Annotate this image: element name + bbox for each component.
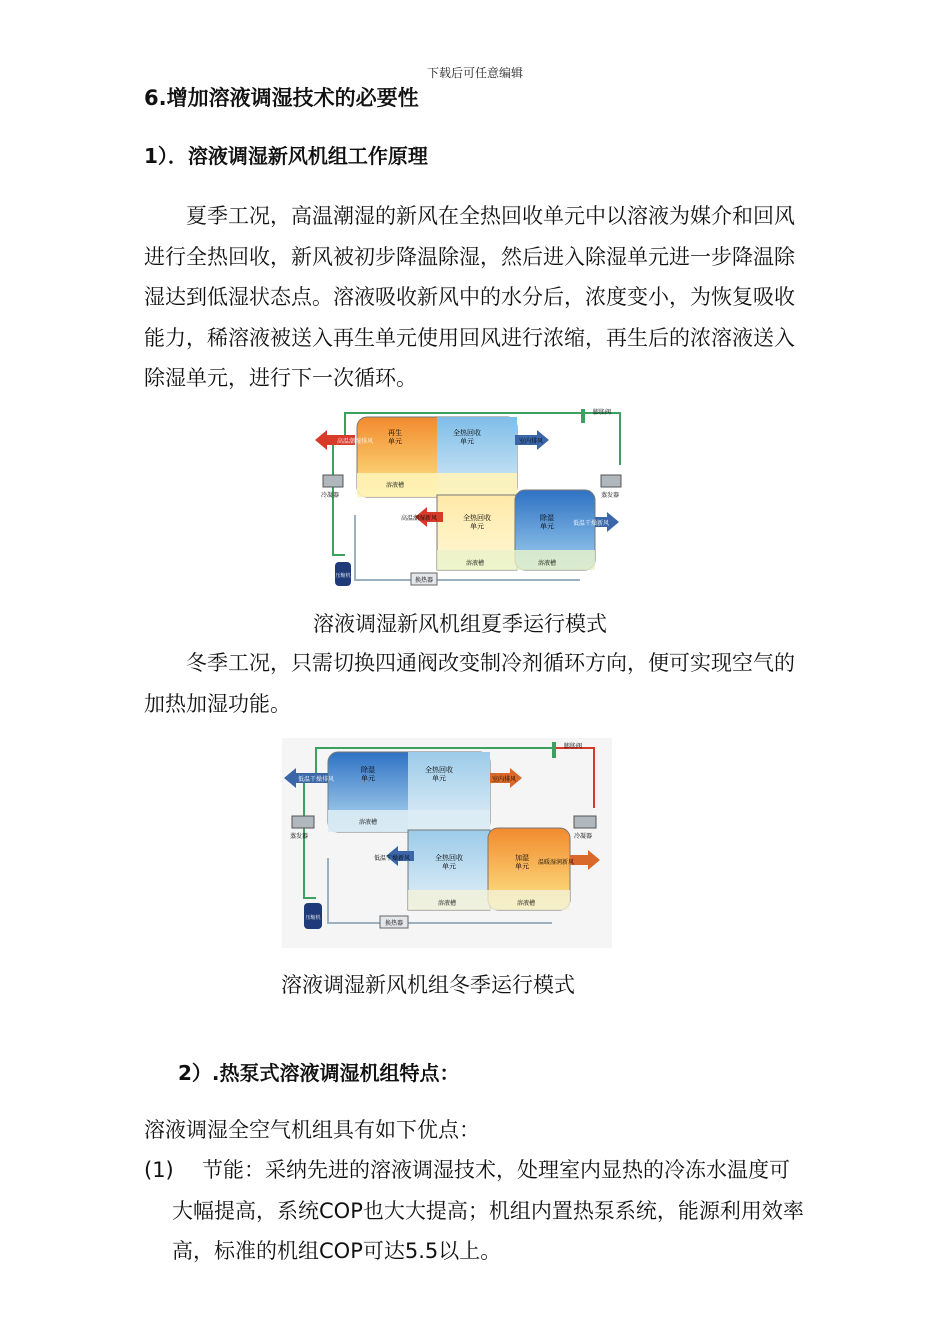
summer-diagram: [315, 405, 635, 595]
summer-label-indoor-exhaust: 室内排风: [519, 438, 544, 445]
winter-caption: 溶液调湿新风机组冬季运行模式: [281, 973, 575, 997]
winter-label-heat-recovery-top: 全热回收单元: [425, 766, 453, 783]
advantage-item-1: [144, 1150, 809, 1272]
subsection-title-2: 2）.热泵式溶液调湿机组特点：: [178, 1061, 460, 1085]
section-title: 6.增加溶液调湿技术的必要性: [144, 86, 419, 110]
advantage-text: 节能：采纳先进的溶液调湿技术，处理室内显热的冷冻水温度可大幅提高，系统COP也大大提高；机组内置热泵系统，能源利用效率高，标准的机组COP可达5.5以上。: [172, 1158, 804, 1263]
summer-caption: 溶液调湿新风机组夏季运行模式: [313, 612, 607, 636]
winter-label-heat-recovery-bottom: 全热回收单元: [435, 854, 463, 871]
winter-label-heat-exchanger: 换热器: [384, 920, 404, 927]
summer-description: 夏季工况，高温潮湿的新风在全热回收单元中以溶液为媒介和回风进行全热回收，新风被初步降温除湿，然后进入除湿单元进一步降温除湿达到低湿状态点。溶液吸收新风中的水分后，浓度变小，为恢复吸收能力，稀溶液被送入再生单元使用回风进行浓缩，再生后的浓溶液送入除湿单元，进行下一次循环。: [144, 204, 795, 390]
summer-label-regen-unit: 再生单元: [388, 429, 402, 446]
summer-label-supply-low: 低温干燥新风: [573, 520, 610, 527]
summer-label-condenser: 冷凝器: [321, 492, 340, 499]
winter-label-supply-warm: 温暖湿润新风: [538, 859, 575, 866]
winter-label-exhaust-low: 低温干燥排风: [298, 776, 335, 783]
winter-label-solution-tank-top: 溶液槽: [358, 819, 378, 826]
summer-label-expansion-valve: 膨胀阀: [593, 409, 612, 416]
subsection-title-1: 1）．溶液调湿新风机组工作原理: [144, 144, 428, 168]
summer-label-solution-tank-b2: 溶液槽: [537, 560, 557, 567]
advantages-intro: 溶液调湿全空气机组具有如下优点：: [144, 1118, 480, 1142]
winter-label-solution-tank-b2: 溶液槽: [516, 900, 536, 907]
winter-label-evaporator: 蒸发器: [290, 833, 309, 840]
header-note: 下载后可任意编辑: [426, 66, 523, 80]
summer-label-evaporator: 蒸发器: [601, 492, 620, 499]
winter-diagram-svg: [282, 738, 612, 948]
summer-label-heat-recovery-bottom: 全热回收单元: [463, 514, 491, 531]
summer-label-heat-recovery-top: 全热回收单元: [453, 429, 481, 446]
winter-label-fresh-in-low: 低温干燥新风: [374, 855, 411, 862]
summer-label-solution-tank-top: 溶液槽: [385, 482, 405, 489]
winter-label-condenser: 冷凝器: [574, 833, 593, 840]
summer-label-dehum-unit: 除湿单元: [540, 514, 554, 531]
winter-intro: 冬季工况，只需切换四通阀改变制冷剂循环方向，便可实现空气的加热加湿功能。: [144, 651, 795, 716]
summer-label-compressor: 压缩机: [335, 573, 351, 579]
summer-label-exhaust-high: 高温潮湿排风: [337, 438, 374, 445]
winter-label-hum-unit: 加湿单元: [515, 854, 529, 871]
advantage-number: (1): [144, 1158, 174, 1182]
winter-label-dehum-unit: 除湿单元: [361, 766, 375, 783]
summer-diagram-svg: [315, 405, 635, 595]
winter-label-expansion-valve: 膨胀阀: [564, 743, 583, 750]
winter-label-solution-tank-b1: 溶液槽: [437, 900, 457, 907]
winter-label-compressor: 压缩机: [305, 915, 321, 921]
winter-diagram: [282, 738, 612, 948]
summer-label-solution-tank-b1: 溶液槽: [465, 560, 485, 567]
summer-label-fresh-in-high: 高温潮湿新风: [401, 515, 438, 522]
summer-label-heat-exchanger: 换热器: [414, 577, 434, 584]
winter-label-indoor-exhaust: 室内排风: [492, 776, 517, 783]
